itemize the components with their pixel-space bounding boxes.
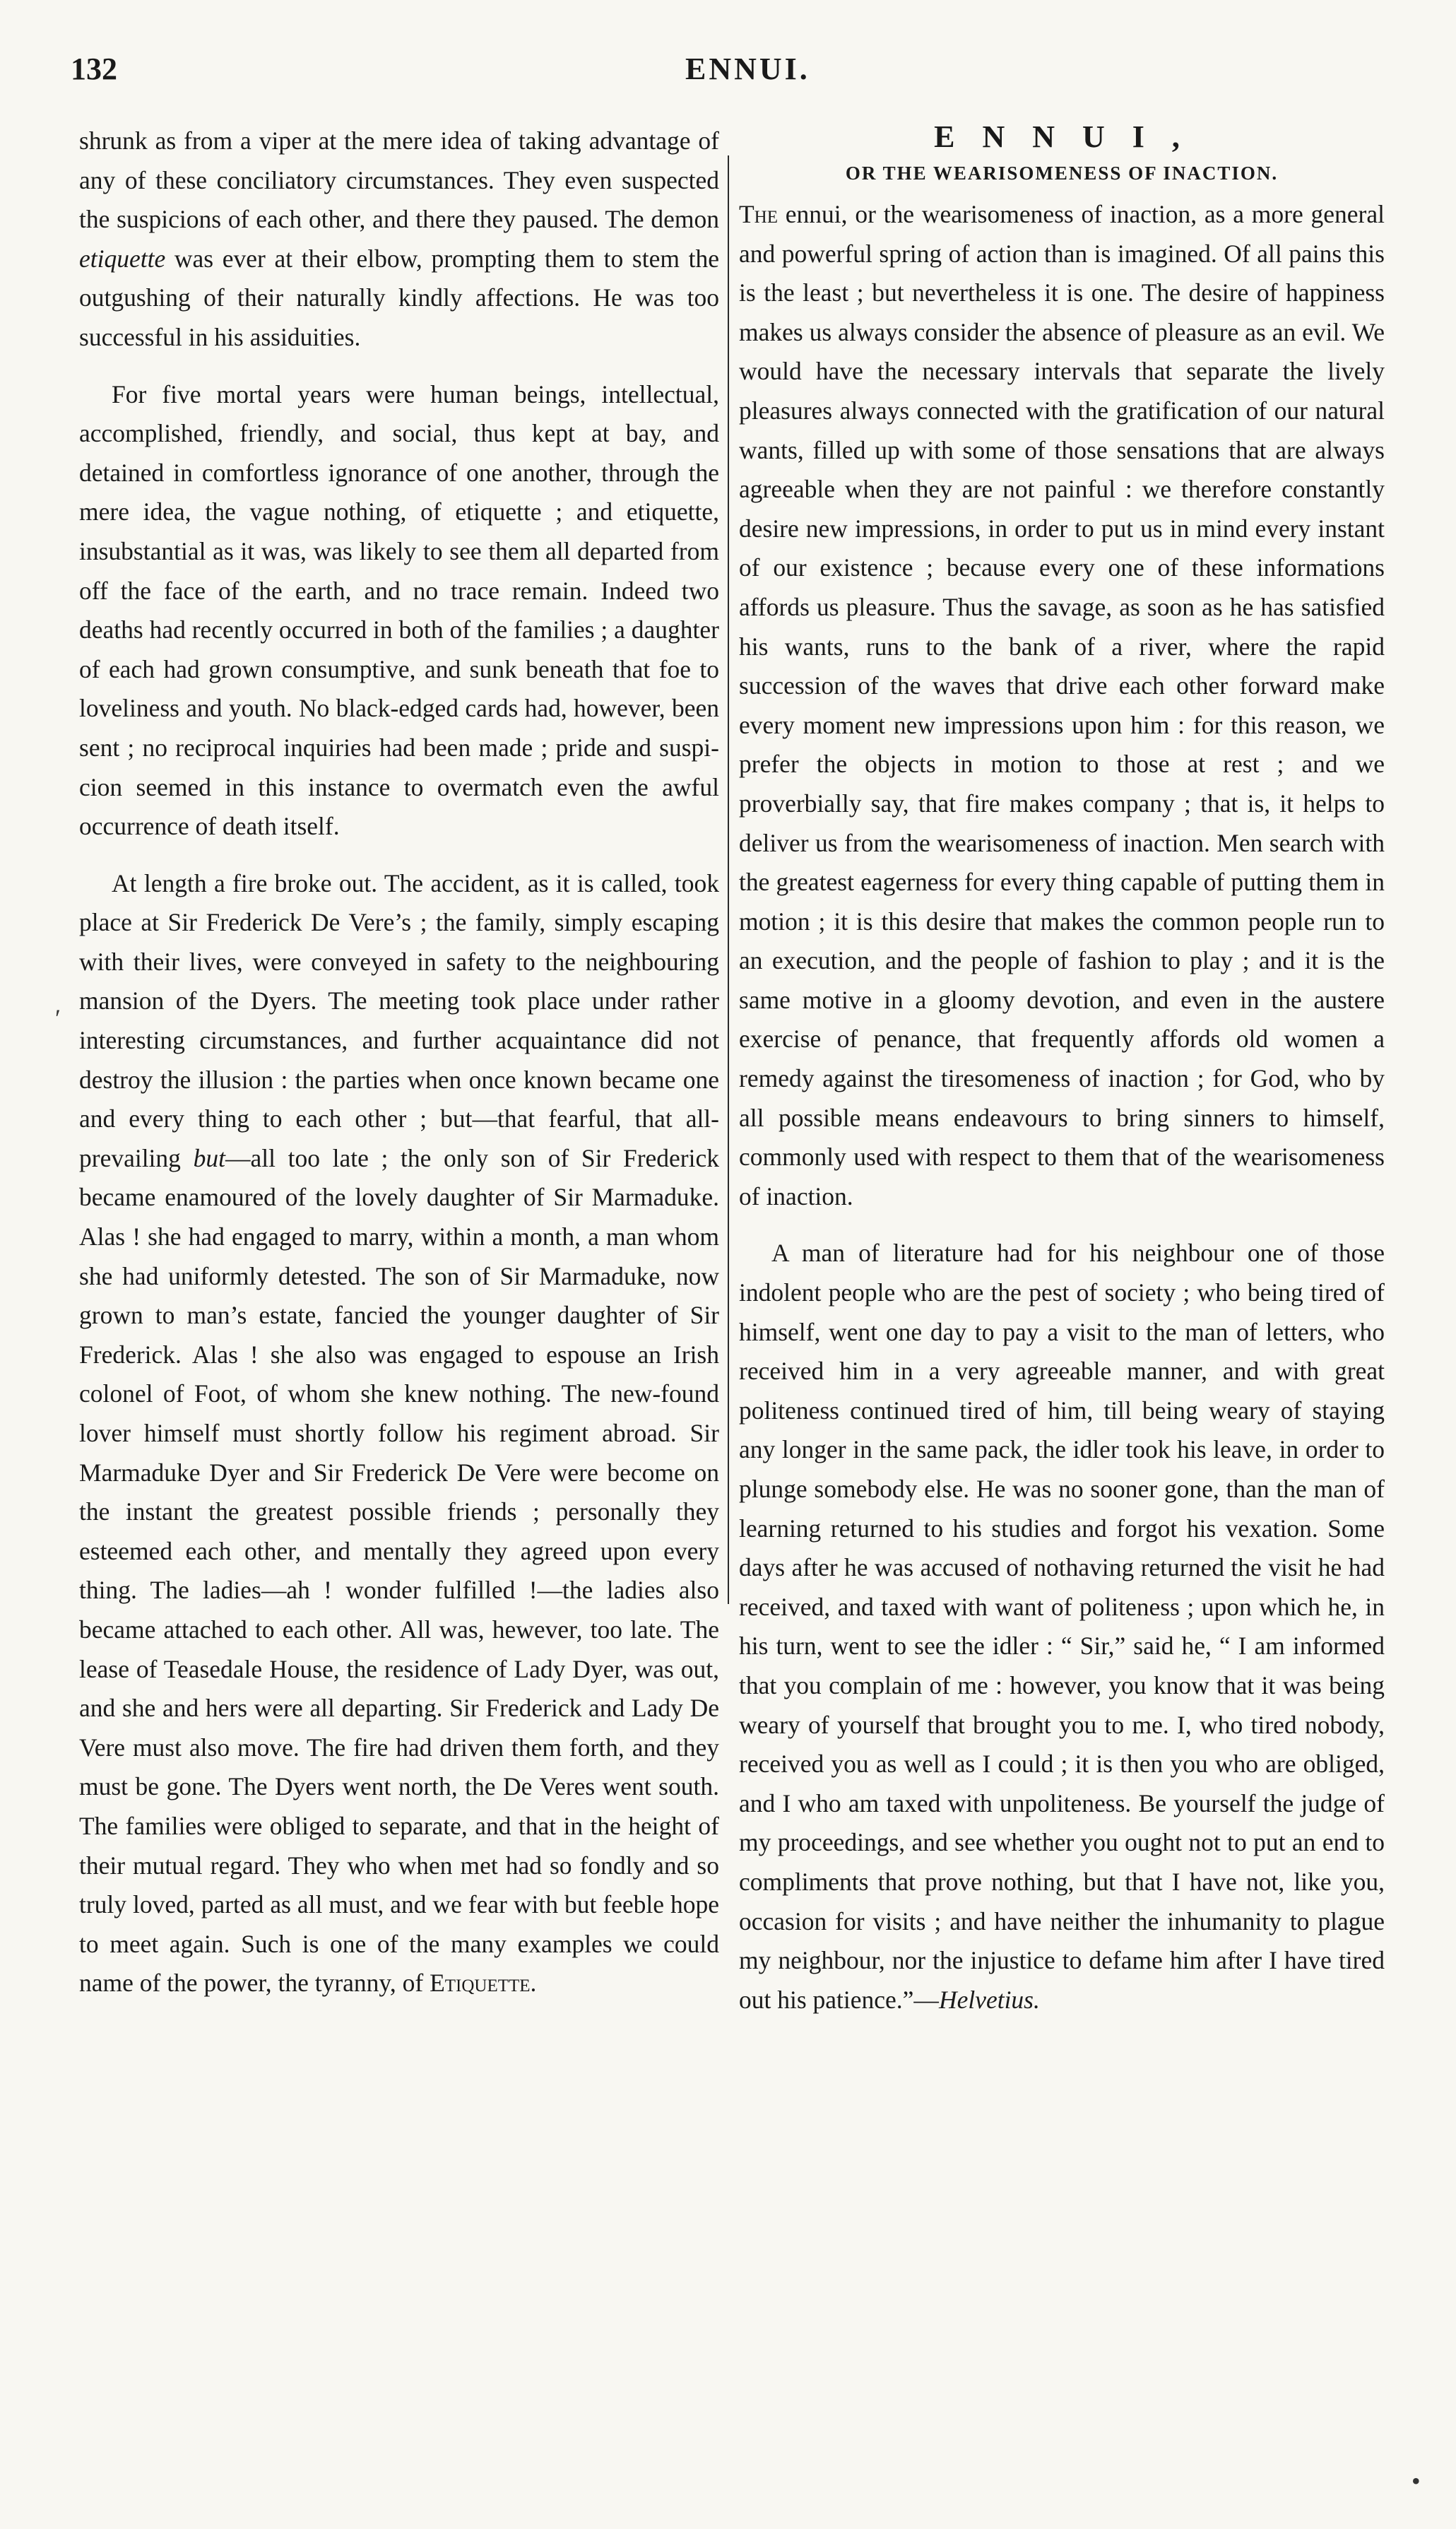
paragraph	[739, 195, 1385, 1216]
paragraph-text: A man of literature had for his neighbour one of those indolent people who are the pest of society ; who being tired of himself, went one day to pay a visit to the man of letters, who received him in a very agreeable manner, and with great politeness continued tired of him, till being weary of staying any longer in the same pack, the idler took his leave, in order to plunge somebody else. He was no sooner gone, than the man of learning returned to his studies and forgot his vexation. Some days after he was accused of nothaving returned the visit he had received, and taxed with want of politeness ; upon which he, in his turn, went to see the idler : “ Sir,” said he, “ I am informed that you complain of me : however, you know that it was being weary of yourself that brought you to me. I, who tired nobody, received you as well as I could ; it is then you who are obliged, and I who am taxed with unpoliteness. Be yourself the judge of my proceedings, and see whether you ought not to put an end to compliments that prove nothing, but that I have not, like you, occasion for visits ; and have neither the inhumanity to plague my neighbour, nor the injustice to defame him after I have tired out his patience.”—	[739, 1239, 1385, 2014]
paragraph-text: At length a fire broke out. The accident, as it is called, took place at Sir Frederick De Vere’s ; the family, simply escaping with their lives, were conveyed in safety to the neighbouring mansion of the Dyers. The meeting took place under rather interesting circumstances, and further acquaintance did not destroy the illusion : the parties when once known became one and every thing to each other ; but—that fearful, that all-prevailing	[79, 868, 719, 1172]
small-caps-word: Etiquette.	[430, 1969, 537, 1998]
right-column	[739, 119, 1385, 2020]
paragraph	[739, 1234, 1385, 2020]
paragraph-text: —all too late ; the only son of Sir Frederick became enamoured of the lovely daughter of Sir Marmaduke. Alas ! she had engaged to marry, within a month, a man whom she had uniformly detested. The son of Sir Marmaduke, now grown to man’s estate, fancied the younger daughter of Sir Frederick. Alas ! she also was engaged to espouse an Irish colonel of Foot, of whom she knew nothing. The new-found lover himself must shortly follow his regiment abroad. Sir Marmaduke Dyer and Sir Frederick De Vere were become on the instant the greatest possible friends ; personally they esteemed each other, and mentally they agreed upon every thing. The ladies—ah ! wonder fulfilled !—the ladies also became attached to each other. All was, hewever, too late. The lease of Teasedale House, the residence of Lady Dyer, was out, and she and hers were all departing. Sir Frederick and Lady De Vere must also move. The fire had driven them forth, and they must be gone. The Dyers went north, the De Veres went south. The families were obliged to separate, and that in the height of their mutual regard. They who when met had so fondly and so truly loved, parted as all must, and we fear with but feeble hope to meet again. Such is one of the many examples we could name of the power, the tyranny, of	[79, 1143, 719, 1998]
paragraph-text: ennui, or the wearisomeness of inaction, as a more general and powerful spring of action than is imagined. Of all pains this is the least ; but nevertheless it is one. The desire of happiness makes us always consider the absence of pleasure as an evil. We would have the necessary intervals that separate the lively pleasures always connected with the gratification of our natural wants, filled up with some of those sensations that are always agreeable when they are not painful : we therefore constantly desire new impressions, in order to put us in mind every instant of our existence ; because every one of these informations affords us pleasure. Thus the savage, as soon as he has satisfied his wants, runs to the bank of a river, where the rapid succession of the waves that drive each other forward make every moment new impressions upon him : for this reason, we prefer the objects in motion to those at rest ; and we proverbially say, that fire makes company ; that is, it helps to deliver us from the wearisomeness of inaction. Men search with the greatest eagerness for every thing capable of putting them in motion ; it is this desire that makes the common people run to an execution, and the people of fashion to play ; and it is the same motive in a gloomy devotion, and even in the austere exercise of penance, that frequently affords old women a remedy against the tiresomeness of inaction ; for God, who by all possible means endeavours to bring sinners to himself, commonly used with respect to them that of the wearisomeness of inaction.	[739, 200, 1385, 1210]
running-head	[71, 51, 1385, 93]
left-column	[79, 122, 719, 2003]
article-subtitle: OR THE WEARISOMENESS OF INACTION.	[845, 163, 1279, 184]
italic-word: but	[193, 1143, 225, 1172]
page-number: 132	[71, 52, 117, 86]
paragraph: For five mortal years were human beings, intellectual, accomplished, friendly, and social, thus kept at bay, and detained in comfortless ignorance of one another, through the mere idea, the vague nothing, of etiquette ; and etiquette, insubstantial as it was, was likely to see them all departed from off the face of the earth, and no trace remain. Indeed two deaths had recently occurred in both of the families ; a daughter of each had grown consumptive, and sunk beneath that foe to loveliness and youth. No black-edged cards had, however, been sent ; no reciprocal inquiries had been made ; pride and suspicion seemed in this instance to overmatch even the awful occurrence of death itself.	[79, 379, 719, 841]
italic-attribution: Helvetius.	[938, 1985, 1040, 2014]
column-divider	[728, 155, 729, 1604]
margin-mark: ′	[55, 1004, 61, 1032]
running-title: ENNUI.	[685, 52, 810, 86]
paragraph-continued	[79, 122, 719, 358]
article-title: E N N U I ,	[934, 119, 1190, 154]
ink-dot: •	[1411, 2467, 1421, 2495]
small-caps-word: The	[739, 200, 779, 228]
paragraph-text: was ever at their elbow, prompting them to stem the outgushing of their naturally kindly affections. He was too successful in his assiduities.	[79, 244, 719, 351]
italic-word: etiquette	[79, 244, 166, 273]
paragraph	[79, 864, 719, 2003]
paragraph-text: shrunk as from a viper at the mere idea of taking advantage of any of these conciliatory circumstances. They even suspected the suspicions of each other, and there they paused. The demon	[79, 126, 719, 234]
